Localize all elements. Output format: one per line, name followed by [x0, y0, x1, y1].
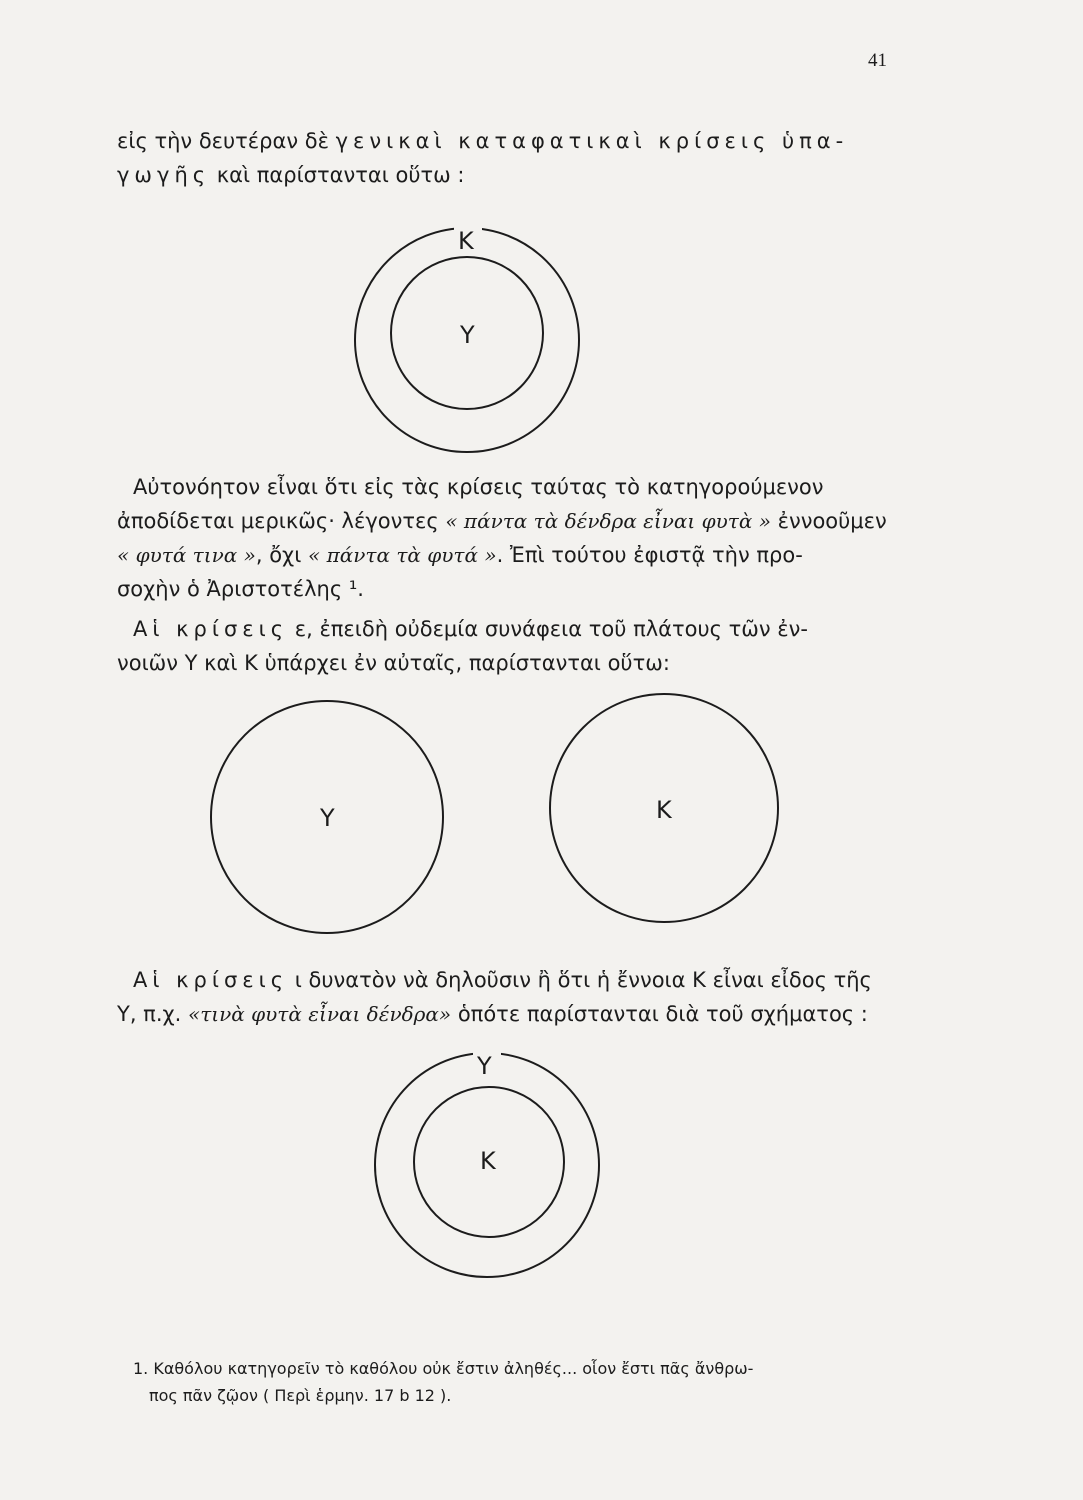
para4-quote: «τινὰ φυτὰ εἶναι δένδρα»	[187, 1002, 452, 1026]
para4-line2-a: Y, π.χ.	[117, 1002, 188, 1026]
label-y: Y	[477, 1052, 492, 1080]
para2-line1: Αὐτονόητον εἶναι ὅτι εἰς τὰς κρίσεις ταύτας τὸ κατηγορούμενον	[133, 475, 824, 499]
paragraph-i-judgments	[117, 963, 917, 1033]
label-k: K	[480, 1147, 496, 1175]
para1-line1-spaced: γενικαὶ καταφατικαὶ κρίσεις ὑπα-	[335, 129, 849, 153]
para3-line2: νοιῶν Y καὶ K ὑπάρχει ἐν αὐταῖς, παρίστανται οὕτω:	[117, 651, 670, 675]
para2-line3-b: , ὄχι	[255, 543, 308, 567]
para2-quote-3: « πάντα τὰ φυτά »	[307, 543, 497, 567]
para2-line3-d: . Ἐπὶ τούτου ἐφιστᾷ τὴν προ-	[496, 543, 803, 567]
para1-line2-b: καὶ παρίστανται οὕτω :	[210, 163, 465, 187]
figure-disjoint-y-k	[205, 692, 805, 952]
para2-line4: σοχὴν ὁ Ἀριστοτέλης ¹.	[117, 577, 364, 601]
para4-line1-b: ι δυνατὸν νὰ δηλοῦσιν ἢ ὅτι ἡ ἔννοια K εἶναι εἶδος τῆς	[288, 968, 872, 992]
footnote-line2: πος πᾶν ζῷον ( Περὶ ἑρμην. 17 b 12 ).	[149, 1386, 452, 1405]
para2-line2-a: ἀποδίδεται μερικῶς· λέγοντες	[117, 509, 446, 533]
page-number: 41	[868, 50, 887, 71]
para3-spaced: Αἱ κρίσεις	[133, 617, 289, 641]
para2-line2-c: ἐννοοῦμεν	[770, 509, 887, 533]
para1-line2-spaced: γωγῆς	[117, 163, 211, 187]
para3-line1-b: ε, ἐπειδὴ οὐδεμία συνάφεια τοῦ πλάτους τῶν ἐν-	[288, 617, 808, 641]
figure-k-inside-y	[365, 1040, 615, 1290]
paragraph-explanation	[117, 470, 917, 610]
label-k: K	[458, 227, 474, 255]
figure-y-inside-k	[330, 215, 620, 465]
label-y: Y	[460, 321, 475, 349]
label-y: Y	[320, 804, 335, 832]
footnote	[133, 1356, 933, 1416]
para4-line2-c: ὁπότε παρίστανται διὰ τοῦ σχήματος :	[451, 1002, 868, 1026]
para1-line1-a: εἰς τὴν δευτέραν δὲ	[117, 129, 336, 153]
para2-quote-1: « πάντα τὰ δένδρα εἶναι φυτὰ »	[445, 509, 771, 533]
para2-quote-2: « φυτά τινα »	[117, 543, 256, 567]
para4-spaced: Αἱ κρίσεις	[133, 968, 289, 992]
label-k: K	[656, 796, 672, 824]
paragraph-e-judgments	[117, 612, 917, 682]
footnote-line1: 1. Καθόλου κατηγορεῖν τὸ καθόλου οὐκ ἔστιν ἀληθές... οἷον ἔστι πᾶς ἄνθρω-	[133, 1359, 754, 1378]
